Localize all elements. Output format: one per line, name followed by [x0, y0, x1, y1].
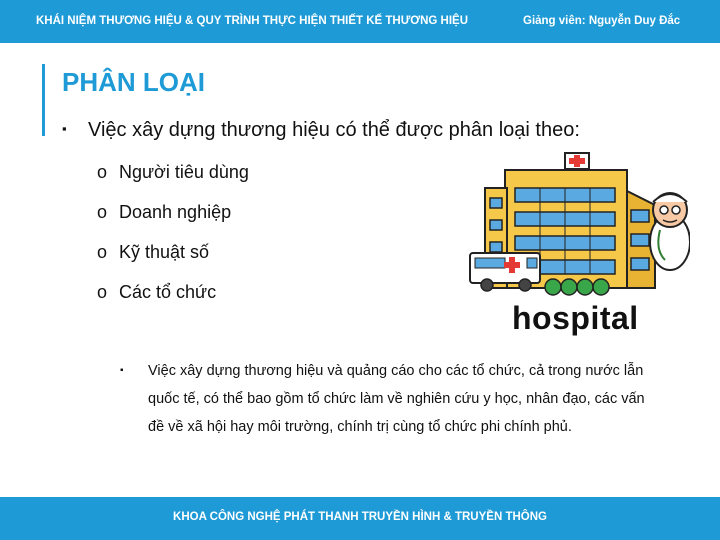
circle-bullet-icon: o	[97, 282, 108, 302]
title-accent-bar	[42, 64, 45, 136]
footer-bar	[0, 497, 720, 540]
list-item-text: Doanh nghiệp	[119, 202, 232, 222]
slide-title: PHÂN LOẠI	[62, 67, 205, 97]
header-title: KHÁI NIỆM THƯƠNG HIỆU & QUY TRÌNH THỰC HIỆN THIẾT KẾ THƯƠNG HIỆU	[36, 15, 469, 27]
bullet-level1-text: Việc xây dựng thương hiệu có thể được phân loại theo:	[88, 119, 580, 141]
footer-text: KHOA CÔNG NGHỆ PHÁT THANH TRUYỀN HÌNH & TRUYỀN THÔNG	[173, 511, 547, 523]
hospital-label: hospital	[512, 300, 639, 336]
circle-bullet-icon: o	[97, 162, 108, 182]
circle-bullet-icon: o	[97, 202, 108, 222]
square-bullet-icon: ▪	[120, 365, 124, 376]
list-item-text: Kỹ thuật số	[119, 242, 210, 262]
list-item-text: Người tiêu dùng	[119, 162, 249, 182]
square-bullet-icon: ▪	[62, 121, 67, 136]
list-item-text: Các tổ chức	[119, 282, 217, 302]
header-bar	[0, 0, 720, 43]
circle-bullet-icon: o	[97, 242, 108, 262]
lecturer-name: Giảng viên: Nguyễn Duy Đắc	[523, 15, 681, 27]
bullet-level3-text: Việc xây dựng thương hiệu và quảng cáo cho các tổ chức, cả trong nước lẫn quốc tế, có thể bao gồm tổ chức làm về nghiên cứu y học, nhân đạo, các vấn đề về xã hội hay môi trường, chính trị cùng tổ chức phi chính phủ.	[148, 363, 645, 435]
